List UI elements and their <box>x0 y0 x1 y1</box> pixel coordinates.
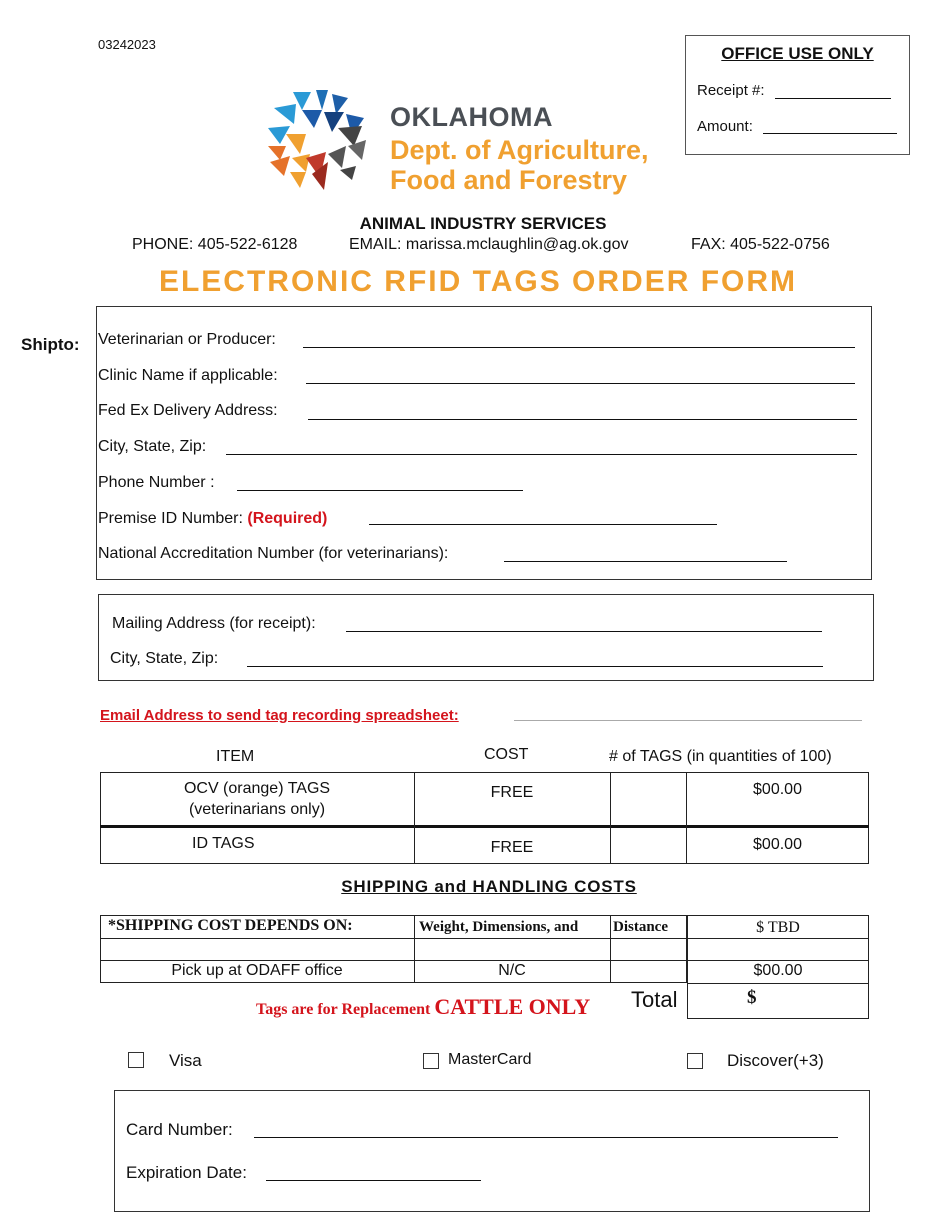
mailing-city-field[interactable] <box>247 666 823 667</box>
shipto-label: Shipto: <box>21 335 80 354</box>
card-number-label: Card Number: <box>126 1120 233 1139</box>
phone-label: Phone Number : <box>98 474 215 491</box>
mastercard-checkbox[interactable] <box>423 1053 439 1069</box>
pickup-total: $00.00 <box>753 962 803 979</box>
id-tags-total: $00.00 <box>753 836 802 853</box>
premise-field[interactable] <box>369 524 717 525</box>
clinic-label: Clinic Name if applicable: <box>98 367 278 384</box>
expiration-label: Expiration Date: <box>126 1163 247 1182</box>
ocv-cost: FREE <box>490 784 534 801</box>
logo-dept: Dept. of Agriculture, <box>390 135 649 165</box>
mastercard-label: MasterCard <box>448 1051 532 1068</box>
ocv-item-line2: (veterinarians only) <box>188 801 326 818</box>
col-cost-header: COST <box>484 746 529 763</box>
mailing-address-field[interactable] <box>346 631 822 632</box>
amount-label: Amount: <box>697 118 753 135</box>
visa-label: Visa <box>169 1051 202 1070</box>
form-code: 03242023 <box>98 37 156 52</box>
distance-label: Distance <box>613 919 668 935</box>
card-number-field[interactable] <box>254 1137 838 1138</box>
card-box <box>114 1090 870 1212</box>
logo-food-forestry: Food and Forestry <box>390 165 628 195</box>
total-value[interactable]: $ <box>747 987 757 1008</box>
depends-label: *SHIPPING COST DEPENDS ON: <box>108 917 353 934</box>
ocv-item-line1: OCV (orange) TAGS <box>183 780 331 797</box>
odaff-logo <box>266 88 686 198</box>
amount-line[interactable] <box>763 133 897 134</box>
phone-field[interactable] <box>237 490 523 491</box>
fax-text: FAX: 405-522-0756 <box>691 236 830 253</box>
phone-text: PHONE: 405-522-6128 <box>132 236 298 253</box>
expiration-field[interactable] <box>266 1180 481 1181</box>
shipping-title: SHIPPING and HANDLING COSTS <box>341 877 637 896</box>
mailing-city-label: City, State, Zip: <box>110 650 219 667</box>
receipt-line[interactable] <box>775 98 891 99</box>
discover-checkbox[interactable] <box>687 1053 703 1069</box>
clinic-field[interactable] <box>306 383 855 384</box>
fedex-label: Fed Ex Delivery Address: <box>98 402 278 419</box>
logo-oklahoma: OKLAHOMA <box>390 102 553 132</box>
fedex-field[interactable] <box>308 419 857 420</box>
cattle-note <box>256 994 590 1020</box>
office-use-box <box>685 35 910 155</box>
email-spreadsheet-label: Email Address to send tag recording spreadsheet: <box>100 707 459 724</box>
items-table <box>100 772 869 864</box>
ocv-qty-cell[interactable] <box>611 773 685 823</box>
vet-label: Veterinarian or Producer: <box>98 331 276 348</box>
ocv-total: $00.00 <box>753 781 802 798</box>
receipt-label: Receipt #: <box>697 82 765 99</box>
cattle-note-small: Tags are for Replacement <box>256 1001 431 1018</box>
col-qty-header: # of TAGS (in quantities of 100) <box>609 748 832 765</box>
id-tags-qty-cell[interactable] <box>611 829 685 863</box>
total-label: Total <box>631 987 678 1012</box>
city-label: City, State, Zip: <box>98 438 207 455</box>
mailing-address-label: Mailing Address (for receipt): <box>112 615 316 632</box>
email-text: EMAIL: marissa.mclaughlin@ag.ok.gov <box>349 236 629 253</box>
premise-required: (Required) <box>247 510 328 527</box>
shipping-tbd: $ TBD <box>756 919 800 936</box>
id-tags-item: ID TAGS <box>192 835 255 852</box>
cattle-note-big: CATTLE ONLY <box>434 994 591 1019</box>
pickup-label: Pick up at ODAFF office <box>171 962 343 979</box>
col-item-header: ITEM <box>216 748 255 765</box>
discover-label: Discover(+3) <box>727 1051 824 1070</box>
premise-label <box>98 510 327 528</box>
office-use-title: OFFICE USE ONLY <box>721 44 874 63</box>
email-spreadsheet-field[interactable] <box>514 720 862 721</box>
nan-field[interactable] <box>504 561 787 562</box>
form-title: ELECTRONIC RFID TAGS ORDER FORM <box>158 265 798 298</box>
table-row <box>100 772 414 831</box>
city-field[interactable] <box>226 454 857 455</box>
id-tags-cost: FREE <box>490 839 534 856</box>
vet-field[interactable] <box>303 347 855 348</box>
premise-label-text: Premise ID Number: <box>98 510 243 527</box>
visa-checkbox[interactable] <box>128 1052 144 1068</box>
division-title: ANIMAL INDUSTRY SERVICES <box>359 214 607 233</box>
factors-label: Weight, Dimensions, and <box>419 919 579 935</box>
nan-label: National Accreditation Number (for veterinarians): <box>98 545 449 562</box>
star-logo-icon <box>266 88 372 194</box>
pickup-cost: N/C <box>498 962 526 979</box>
